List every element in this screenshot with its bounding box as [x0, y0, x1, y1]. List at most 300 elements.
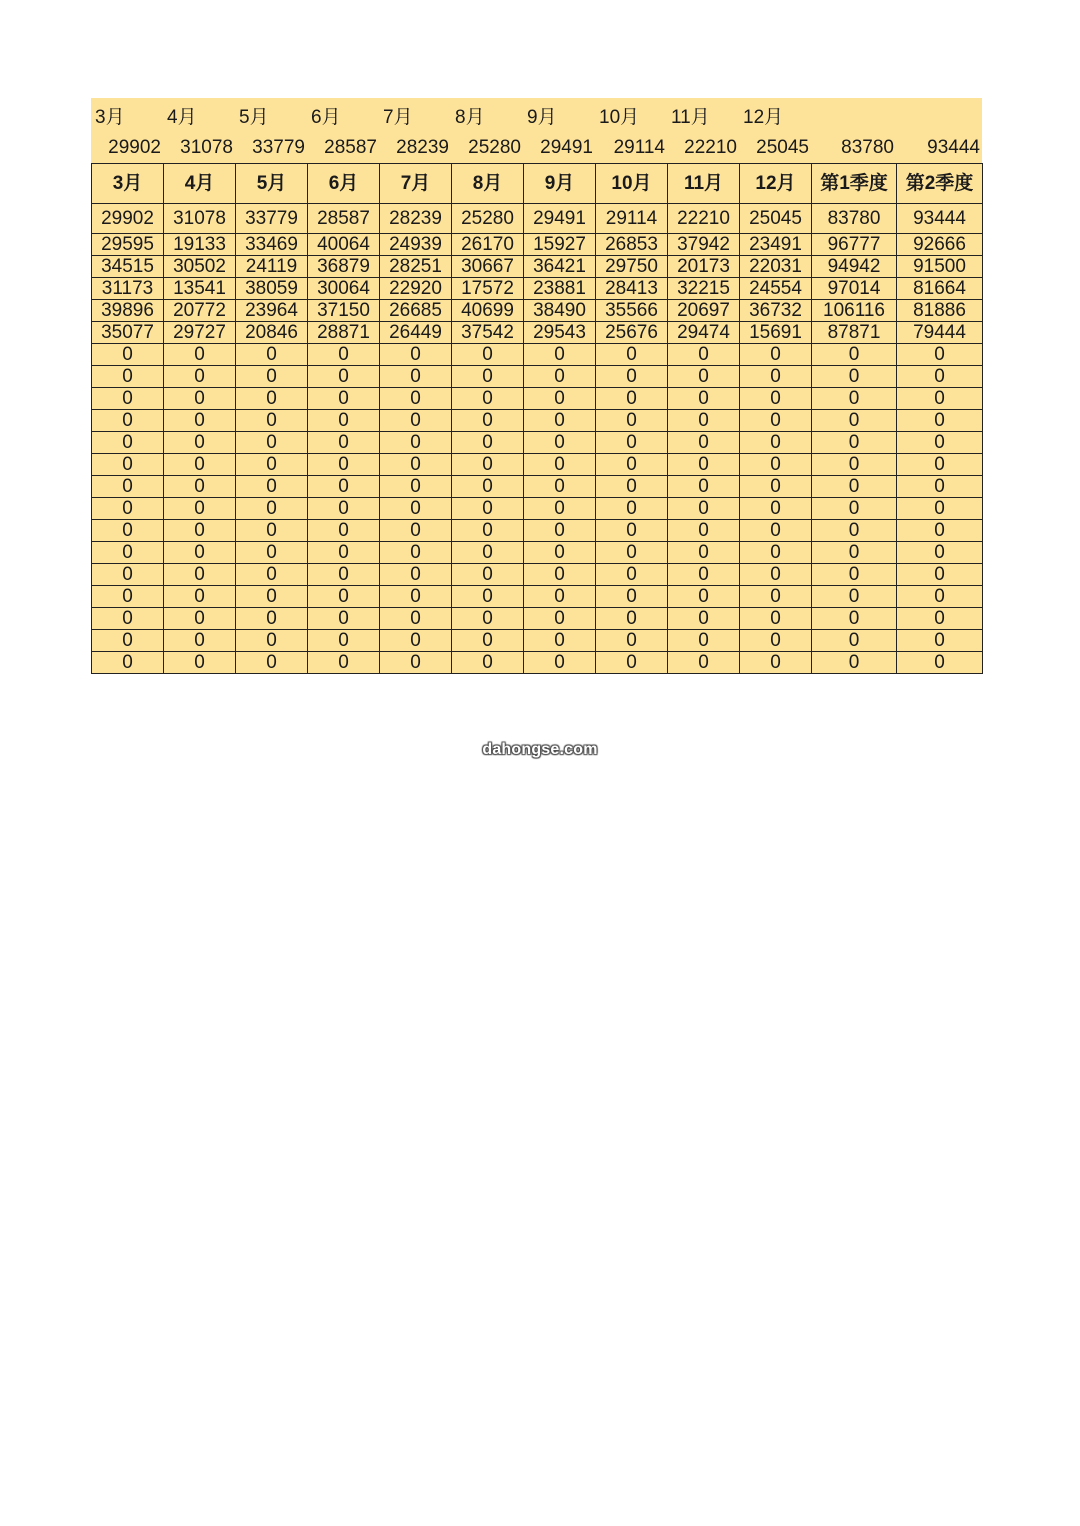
- table-cell: 29727: [164, 322, 236, 344]
- table-cell: 25045: [740, 204, 812, 234]
- table-cell: 0: [524, 410, 596, 432]
- table-cell: 0: [740, 520, 812, 542]
- month-label: 6月: [311, 106, 341, 128]
- table-cell: 0: [308, 388, 380, 410]
- table-cell: 0: [524, 388, 596, 410]
- table-cell: 0: [236, 652, 308, 674]
- table-cell: 0: [897, 366, 983, 388]
- table-cell: 0: [380, 410, 452, 432]
- table-cell: 0: [236, 432, 308, 454]
- table-cell: 29474: [668, 322, 740, 344]
- table-cell: 0: [92, 410, 164, 432]
- table-cell: 26853: [596, 234, 668, 256]
- table-cell: 0: [524, 432, 596, 454]
- table-cell: 0: [596, 388, 668, 410]
- table-cell: 0: [236, 520, 308, 542]
- table-row: [92, 652, 983, 674]
- table-row: [92, 234, 983, 256]
- table-cell: 0: [92, 630, 164, 652]
- table-cell: 0: [452, 586, 524, 608]
- table-cell: 0: [164, 388, 236, 410]
- table-cell: 0: [897, 608, 983, 630]
- table-cell: 0: [812, 652, 897, 674]
- table-cell: 0: [308, 652, 380, 674]
- table-cell: 0: [740, 432, 812, 454]
- table-cell: 0: [380, 520, 452, 542]
- table-cell: 0: [740, 366, 812, 388]
- table-cell: 0: [668, 542, 740, 564]
- table-cell: 0: [524, 366, 596, 388]
- table-cell: 0: [164, 498, 236, 520]
- table-cell: 37942: [668, 234, 740, 256]
- table-cell: 0: [897, 476, 983, 498]
- table-cell: 0: [812, 630, 897, 652]
- table-cell: 0: [308, 344, 380, 366]
- month-label: 5月: [239, 106, 269, 128]
- table-row: [92, 586, 983, 608]
- table-cell: 0: [524, 564, 596, 586]
- table-cell: 0: [668, 564, 740, 586]
- table-cell: 0: [524, 520, 596, 542]
- table-cell: 0: [452, 410, 524, 432]
- column-header: 3月: [92, 164, 164, 204]
- month-label: 12月: [743, 106, 784, 128]
- table-cell: 0: [164, 542, 236, 564]
- table-cell: 0: [668, 498, 740, 520]
- table-cell: 93444: [897, 204, 983, 234]
- table-cell: 0: [380, 608, 452, 630]
- month-value: 33779: [252, 136, 305, 158]
- table-cell: 0: [380, 498, 452, 520]
- table-cell: 0: [668, 652, 740, 674]
- table-cell: 94942: [812, 256, 897, 278]
- table-cell: 0: [740, 586, 812, 608]
- table-row: [92, 300, 983, 322]
- table-cell: 0: [236, 476, 308, 498]
- table-cell: 0: [524, 542, 596, 564]
- table-cell: 0: [812, 410, 897, 432]
- table-cell: 30667: [452, 256, 524, 278]
- table-cell: 0: [897, 652, 983, 674]
- table-cell: 0: [452, 630, 524, 652]
- table-cell: 0: [812, 542, 897, 564]
- table-cell: 0: [740, 608, 812, 630]
- spreadsheet-area: [91, 98, 982, 674]
- table-cell: 0: [812, 476, 897, 498]
- table-cell: 22031: [740, 256, 812, 278]
- table-cell: 37150: [308, 300, 380, 322]
- data-table: [91, 163, 983, 674]
- table-cell: 0: [524, 498, 596, 520]
- table-cell: 0: [308, 630, 380, 652]
- table-cell: 17572: [452, 278, 524, 300]
- table-cell: 0: [668, 608, 740, 630]
- table-cell: 0: [812, 608, 897, 630]
- column-header: 9月: [524, 164, 596, 204]
- month-value: 31078: [180, 136, 233, 158]
- table-cell: 0: [236, 542, 308, 564]
- table-cell: 0: [308, 586, 380, 608]
- column-header: 第2季度: [897, 164, 983, 204]
- table-cell: 33779: [236, 204, 308, 234]
- column-header: 7月: [380, 164, 452, 204]
- table-cell: 0: [452, 520, 524, 542]
- table-cell: 96777: [812, 234, 897, 256]
- table-row: [92, 366, 983, 388]
- table-cell: 0: [452, 344, 524, 366]
- table-cell: 26170: [452, 234, 524, 256]
- table-cell: 39896: [92, 300, 164, 322]
- table-cell: 24554: [740, 278, 812, 300]
- table-cell: 0: [668, 388, 740, 410]
- column-header: 10月: [596, 164, 668, 204]
- month-value: 25280: [468, 136, 521, 158]
- table-cell: 0: [308, 564, 380, 586]
- table-cell: 0: [897, 542, 983, 564]
- month-label: 11月: [671, 106, 710, 128]
- table-cell: 91500: [897, 256, 983, 278]
- table-cell: 0: [92, 564, 164, 586]
- month-label: 4月: [167, 106, 197, 128]
- table-cell: 26449: [380, 322, 452, 344]
- table-cell: 0: [308, 542, 380, 564]
- table-cell: 92666: [897, 234, 983, 256]
- table-cell: 29491: [524, 204, 596, 234]
- watermark-text: dahongse.com: [482, 741, 598, 758]
- table-cell: 0: [812, 366, 897, 388]
- table-cell: 0: [164, 652, 236, 674]
- table-cell: 0: [308, 608, 380, 630]
- table-cell: 20772: [164, 300, 236, 322]
- table-cell: 0: [452, 498, 524, 520]
- table-cell: 0: [524, 652, 596, 674]
- table-cell: 0: [164, 586, 236, 608]
- table-cell: 36421: [524, 256, 596, 278]
- table-cell: 0: [452, 454, 524, 476]
- table-cell: 0: [812, 388, 897, 410]
- table-row: [92, 498, 983, 520]
- table-cell: 0: [92, 454, 164, 476]
- table-cell: 0: [164, 344, 236, 366]
- table-row: [92, 322, 983, 344]
- table-row: [92, 344, 983, 366]
- table-cell: 0: [668, 586, 740, 608]
- table-cell: 30502: [164, 256, 236, 278]
- table-cell: 0: [740, 630, 812, 652]
- table-cell: 0: [164, 564, 236, 586]
- column-header: 第1季度: [812, 164, 897, 204]
- table-cell: 38490: [524, 300, 596, 322]
- table-cell: 0: [596, 608, 668, 630]
- table-cell: 81886: [897, 300, 983, 322]
- table-cell: 0: [164, 432, 236, 454]
- month-label-row: [91, 98, 982, 132]
- table-cell: 0: [897, 388, 983, 410]
- table-cell: 0: [897, 564, 983, 586]
- table-row: [92, 278, 983, 300]
- table-cell: 0: [308, 432, 380, 454]
- table-cell: 0: [308, 476, 380, 498]
- table-cell: 0: [740, 388, 812, 410]
- table-cell: 0: [236, 366, 308, 388]
- column-header: 12月: [740, 164, 812, 204]
- table-cell: 0: [308, 410, 380, 432]
- table-cell: 0: [524, 608, 596, 630]
- table-cell: 29902: [92, 204, 164, 234]
- table-cell: 106116: [812, 300, 897, 322]
- table-cell: 28587: [308, 204, 380, 234]
- table-cell: 0: [92, 586, 164, 608]
- table-cell: 0: [812, 498, 897, 520]
- table-row: [92, 564, 983, 586]
- table-header-row: [92, 164, 983, 204]
- table-cell: 0: [380, 652, 452, 674]
- month-value: 29491: [540, 136, 593, 158]
- table-cell: 0: [596, 476, 668, 498]
- table-cell: 0: [812, 564, 897, 586]
- table-cell: 0: [92, 344, 164, 366]
- table-cell: 0: [668, 630, 740, 652]
- table-cell: 25280: [452, 204, 524, 234]
- table-cell: 0: [524, 630, 596, 652]
- table-body: [92, 204, 983, 674]
- table-cell: 0: [740, 476, 812, 498]
- table-cell: 20846: [236, 322, 308, 344]
- table-cell: 26685: [380, 300, 452, 322]
- table-cell: 0: [668, 454, 740, 476]
- table-row: [92, 432, 983, 454]
- table-cell: 36879: [308, 256, 380, 278]
- month-label: 3月: [95, 106, 125, 128]
- table-cell: 0: [452, 476, 524, 498]
- table-cell: 0: [812, 344, 897, 366]
- table-cell: 0: [596, 432, 668, 454]
- table-cell: 24939: [380, 234, 452, 256]
- table-cell: 81664: [897, 278, 983, 300]
- table-cell: 0: [380, 564, 452, 586]
- table-cell: 79444: [897, 322, 983, 344]
- table-row: [92, 608, 983, 630]
- table-cell: 31078: [164, 204, 236, 234]
- table-row: [92, 204, 983, 234]
- table-cell: 0: [164, 366, 236, 388]
- table-cell: 0: [812, 432, 897, 454]
- table-cell: 83780: [812, 204, 897, 234]
- table-cell: 20697: [668, 300, 740, 322]
- table-cell: 0: [596, 498, 668, 520]
- table-cell: 20173: [668, 256, 740, 278]
- table-cell: 29595: [92, 234, 164, 256]
- table-cell: 0: [596, 630, 668, 652]
- table-cell: 0: [236, 630, 308, 652]
- table-cell: 40699: [452, 300, 524, 322]
- table-cell: 0: [236, 454, 308, 476]
- table-cell: 0: [92, 476, 164, 498]
- table-cell: 0: [596, 410, 668, 432]
- table-cell: 0: [452, 388, 524, 410]
- column-header: 6月: [308, 164, 380, 204]
- month-value: 93444: [927, 136, 980, 158]
- table-cell: 0: [668, 344, 740, 366]
- table-cell: 0: [668, 366, 740, 388]
- table-cell: 0: [897, 630, 983, 652]
- table-cell: 0: [812, 454, 897, 476]
- table-cell: 0: [380, 432, 452, 454]
- table-cell: 0: [596, 586, 668, 608]
- table-cell: 29750: [596, 256, 668, 278]
- table-cell: 0: [596, 520, 668, 542]
- table-cell: 35077: [92, 322, 164, 344]
- table-cell: 0: [897, 432, 983, 454]
- table-cell: 0: [740, 564, 812, 586]
- table-cell: 0: [452, 542, 524, 564]
- table-cell: 0: [524, 476, 596, 498]
- table-row: [92, 520, 983, 542]
- table-row: [92, 256, 983, 278]
- month-value-row: [91, 132, 982, 163]
- month-value: 22210: [684, 136, 737, 158]
- table-cell: 0: [164, 630, 236, 652]
- table-cell: 35566: [596, 300, 668, 322]
- table-cell: 37542: [452, 322, 524, 344]
- month-value: 28239: [396, 136, 449, 158]
- table-cell: 0: [740, 454, 812, 476]
- table-cell: 29114: [596, 204, 668, 234]
- table-cell: 0: [380, 454, 452, 476]
- table-cell: 28871: [308, 322, 380, 344]
- table-cell: 0: [897, 520, 983, 542]
- column-header: 4月: [164, 164, 236, 204]
- table-cell: 0: [92, 652, 164, 674]
- table-cell: 0: [236, 388, 308, 410]
- table-cell: 0: [236, 564, 308, 586]
- table-cell: 0: [92, 366, 164, 388]
- table-cell: 15691: [740, 322, 812, 344]
- table-cell: 31173: [92, 278, 164, 300]
- table-cell: 0: [668, 476, 740, 498]
- table-cell: 24119: [236, 256, 308, 278]
- table-cell: 0: [812, 586, 897, 608]
- table-cell: 0: [236, 344, 308, 366]
- table-cell: 30064: [308, 278, 380, 300]
- table-cell: 0: [380, 388, 452, 410]
- summary-band: [91, 98, 982, 163]
- table-cell: 0: [897, 586, 983, 608]
- table-cell: 22210: [668, 204, 740, 234]
- table-cell: 0: [92, 520, 164, 542]
- table-cell: 0: [380, 366, 452, 388]
- table-cell: 33469: [236, 234, 308, 256]
- table-cell: 0: [452, 564, 524, 586]
- table-row: [92, 454, 983, 476]
- table-cell: 0: [380, 630, 452, 652]
- table-cell: 0: [92, 432, 164, 454]
- table-cell: 0: [897, 344, 983, 366]
- table-cell: 25676: [596, 322, 668, 344]
- month-value: 29114: [613, 136, 665, 158]
- table-row: [92, 476, 983, 498]
- table-cell: 0: [92, 608, 164, 630]
- table-cell: 36732: [740, 300, 812, 322]
- table-cell: 0: [380, 542, 452, 564]
- table-cell: 0: [524, 454, 596, 476]
- table-cell: 15927: [524, 234, 596, 256]
- table-row: [92, 542, 983, 564]
- table-cell: 0: [596, 454, 668, 476]
- table-cell: 0: [897, 498, 983, 520]
- table-cell: 28251: [380, 256, 452, 278]
- month-value: 83780: [841, 136, 894, 158]
- table-cell: 0: [164, 476, 236, 498]
- table-cell: 40064: [308, 234, 380, 256]
- table-cell: 0: [236, 410, 308, 432]
- table-cell: 0: [308, 454, 380, 476]
- table-cell: 0: [740, 652, 812, 674]
- table-cell: 0: [596, 366, 668, 388]
- column-header: 11月: [668, 164, 740, 204]
- table-cell: 0: [668, 520, 740, 542]
- table-cell: 0: [452, 432, 524, 454]
- table-cell: 97014: [812, 278, 897, 300]
- table-cell: 32215: [668, 278, 740, 300]
- table-cell: 0: [452, 652, 524, 674]
- column-header: 5月: [236, 164, 308, 204]
- table-cell: 87871: [812, 322, 897, 344]
- table-cell: 0: [897, 410, 983, 432]
- table-cell: 0: [92, 388, 164, 410]
- table-cell: 0: [740, 498, 812, 520]
- table-cell: 0: [596, 564, 668, 586]
- table-cell: 0: [380, 586, 452, 608]
- table-cell: 0: [740, 542, 812, 564]
- table-row: [92, 388, 983, 410]
- table-cell: 22920: [380, 278, 452, 300]
- table-cell: 29543: [524, 322, 596, 344]
- table-cell: 0: [740, 344, 812, 366]
- table-cell: 0: [92, 542, 164, 564]
- table-cell: 0: [308, 498, 380, 520]
- month-label: 10月: [599, 106, 640, 128]
- table-cell: 23964: [236, 300, 308, 322]
- table-cell: 0: [452, 608, 524, 630]
- table-cell: 0: [164, 520, 236, 542]
- table-cell: 13541: [164, 278, 236, 300]
- table-cell: 0: [524, 344, 596, 366]
- table-cell: 0: [380, 344, 452, 366]
- table-cell: 28239: [380, 204, 452, 234]
- table-cell: 0: [308, 366, 380, 388]
- table-cell: 0: [308, 520, 380, 542]
- table-cell: 0: [668, 410, 740, 432]
- table-cell: 0: [92, 498, 164, 520]
- table-row: [92, 410, 983, 432]
- table-cell: 0: [164, 410, 236, 432]
- table-cell: 0: [668, 432, 740, 454]
- month-value: 28587: [324, 136, 377, 158]
- table-cell: 0: [236, 498, 308, 520]
- month-value: 25045: [756, 136, 809, 158]
- table-cell: 0: [740, 410, 812, 432]
- table-row: [92, 630, 983, 652]
- table-cell: 38059: [236, 278, 308, 300]
- table-cell: 0: [236, 586, 308, 608]
- table-cell: 0: [164, 608, 236, 630]
- table-cell: 23491: [740, 234, 812, 256]
- table-cell: 0: [524, 586, 596, 608]
- table-cell: 0: [897, 454, 983, 476]
- table-cell: 0: [236, 608, 308, 630]
- table-cell: 0: [596, 542, 668, 564]
